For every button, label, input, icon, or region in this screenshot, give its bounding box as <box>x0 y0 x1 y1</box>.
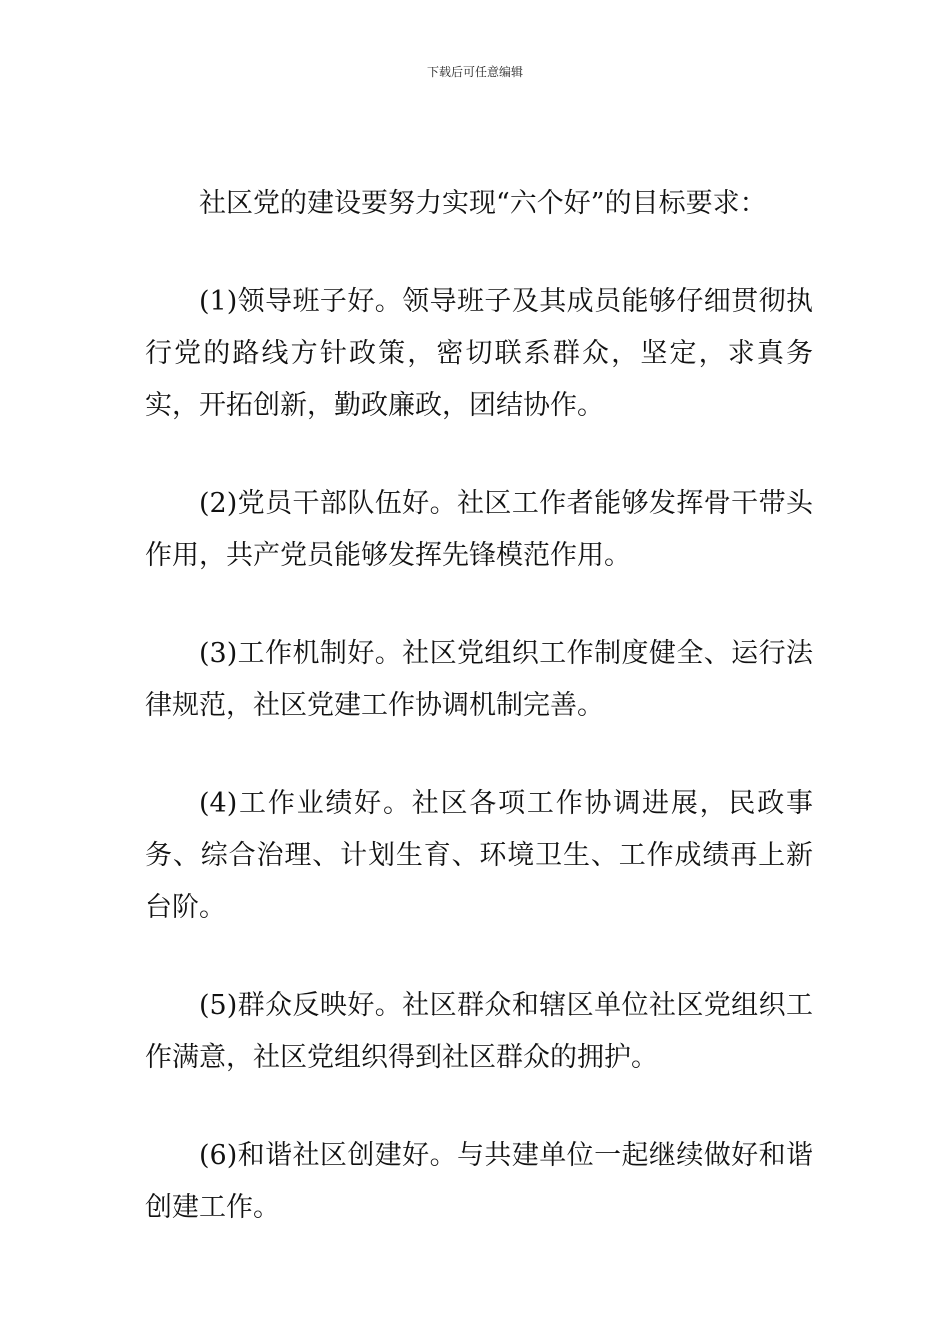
intro-paragraph: 社区党的建设要努力实现“六个好”的目标要求： <box>199 188 767 219</box>
paragraph-2: (2)党员干部队伍好。社区工作者能够发挥骨干带头作用，共产党员能够发挥先锋模范作用。 <box>145 488 813 571</box>
paragraph-6: (6)和谐社区创建好。与共建单位一起继续做好和谐创建工作。 <box>145 1140 813 1223</box>
paragraph-5: (5)群众反映好。社区群众和辖区单位社区党组织工作满意，社区党组织得到社区群众的拥护。 <box>145 990 813 1073</box>
paragraph-3: (3)工作机制好。社区党组织工作制度健全、运行法律规范，社区党建工作协调机制完善。 <box>145 638 813 721</box>
paragraph-1: (1)领导班子好。领导班子及其成员能够仔细贯彻执行党的路线方针政策，密切联系群众，坚定，求真务实，开拓创新，勤政廉政，团结协作。 <box>145 286 813 421</box>
document-body <box>145 178 813 1234</box>
page-header-note: 下载后可任意编辑 <box>426 65 523 79</box>
paragraph-4: (4)工作业绩好。社区各项工作协调进展，民政事务、综合治理、计划生育、环境卫生、工作成绩再上新台阶。 <box>145 788 813 923</box>
